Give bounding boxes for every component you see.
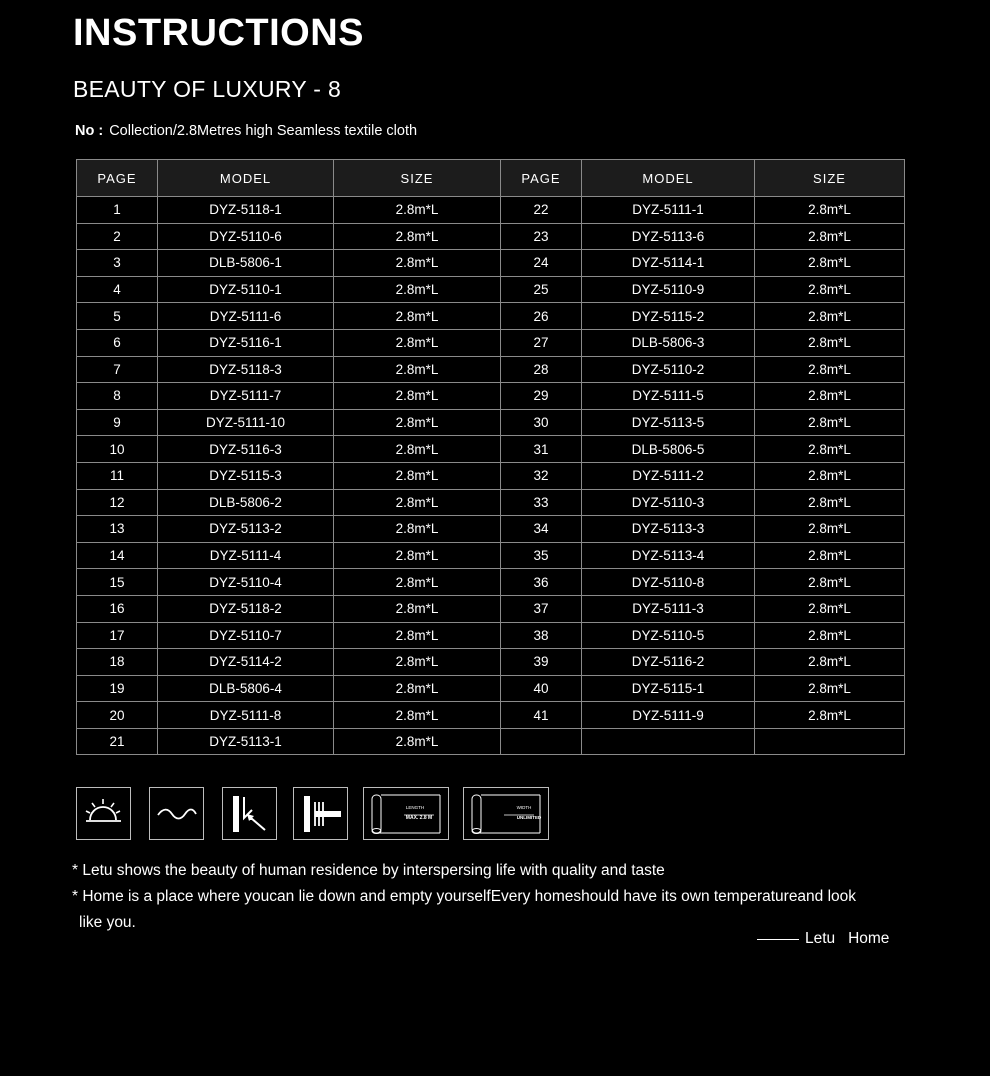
size-cell: 2.8m*L xyxy=(334,489,501,516)
size-cell: 2.8m*L xyxy=(334,276,501,303)
page-cell: 11 xyxy=(77,462,158,489)
model-cell: DLB-5806-3 xyxy=(582,329,755,356)
page-cell: 13 xyxy=(77,516,158,543)
size-cell: 2.8m*L xyxy=(334,303,501,330)
signature-text: Letu Home xyxy=(805,930,890,947)
model-cell: DYZ-5113-5 xyxy=(582,409,755,436)
signature xyxy=(757,930,889,948)
size-cell: 2.8m*L xyxy=(334,383,501,410)
page-cell: 15 xyxy=(77,569,158,596)
size-cell: 2.8m*L xyxy=(755,436,905,463)
page-cell: 17 xyxy=(77,622,158,649)
notes xyxy=(72,858,912,936)
model-cell: DYZ-5113-1 xyxy=(158,728,334,755)
width-roll-icon xyxy=(463,787,549,840)
size-cell: 2.8m*L xyxy=(334,622,501,649)
size-cell: 2.8m*L xyxy=(755,542,905,569)
paste-wall-icon xyxy=(222,787,277,840)
size-cell: 2.8m*L xyxy=(755,383,905,410)
page-title: INSTRUCTIONS xyxy=(73,12,364,54)
page-cell: 38 xyxy=(501,622,582,649)
page-cell: 24 xyxy=(501,250,582,277)
table-row xyxy=(77,223,905,250)
model-cell: DYZ-5111-8 xyxy=(158,702,334,729)
table-row xyxy=(77,516,905,543)
table-row xyxy=(77,489,905,516)
model-cell: DYZ-5118-1 xyxy=(158,197,334,224)
table-row xyxy=(77,356,905,383)
page-cell: 35 xyxy=(501,542,582,569)
model-cell: DYZ-5110-8 xyxy=(582,569,755,596)
length-label: LENGTH xyxy=(405,805,425,810)
page-cell: 21 xyxy=(77,728,158,755)
model-cell: DYZ-5110-5 xyxy=(582,622,755,649)
model-cell: DYZ-5110-9 xyxy=(582,276,755,303)
size-cell: 2.8m*L xyxy=(334,223,501,250)
size-cell: 2.8m*L xyxy=(334,702,501,729)
table-row xyxy=(77,197,905,224)
table-row xyxy=(77,383,905,410)
size-cell: 2.8m*L xyxy=(334,675,501,702)
table-row xyxy=(77,675,905,702)
page-cell: 40 xyxy=(501,675,582,702)
size-cell xyxy=(755,728,905,755)
model-cell: DYZ-5118-3 xyxy=(158,356,334,383)
table-row xyxy=(77,462,905,489)
header-page: PAGE xyxy=(77,160,158,197)
signature-dash xyxy=(757,939,799,940)
table-row xyxy=(77,329,905,356)
size-cell: 2.8m*L xyxy=(334,516,501,543)
page-cell: 32 xyxy=(501,462,582,489)
page-subtitle: BEAUTY OF LUXURY - 8 xyxy=(73,76,342,102)
model-cell xyxy=(582,728,755,755)
model-cell: DYZ-5111-3 xyxy=(582,595,755,622)
model-cell: DLB-5806-2 xyxy=(158,489,334,516)
size-cell: 2.8m*L xyxy=(755,516,905,543)
model-cell: DYZ-5111-1 xyxy=(582,197,755,224)
table-row xyxy=(77,728,905,755)
desc-text: Collection/2.8Metres high Seamless textile cloth xyxy=(109,123,418,139)
page-cell: 26 xyxy=(501,303,582,330)
page-cell: 16 xyxy=(77,595,158,622)
size-cell: 2.8m*L xyxy=(334,356,501,383)
size-cell: 2.8m*L xyxy=(755,276,905,303)
size-cell: 2.8m*L xyxy=(755,649,905,676)
page-cell: 19 xyxy=(77,675,158,702)
brush-icon xyxy=(293,787,348,840)
width-value: UNLIMITED xyxy=(516,815,542,820)
page-cell: 3 xyxy=(77,250,158,277)
size-cell: 2.8m*L xyxy=(755,462,905,489)
size-cell: 2.8m*L xyxy=(755,489,905,516)
size-cell: 2.8m*L xyxy=(334,595,501,622)
header-page-2: PAGE xyxy=(501,160,582,197)
page-cell: 30 xyxy=(501,409,582,436)
table-header-row xyxy=(77,160,905,197)
table-row xyxy=(77,250,905,277)
model-cell: DYZ-5110-4 xyxy=(158,569,334,596)
page-cell: 34 xyxy=(501,516,582,543)
size-cell: 2.8m*L xyxy=(755,223,905,250)
length-value: MAX. 2.8 M xyxy=(405,815,433,821)
page-cell: 22 xyxy=(501,197,582,224)
table-row xyxy=(77,542,905,569)
model-cell: DYZ-5118-2 xyxy=(158,595,334,622)
page-cell: 6 xyxy=(77,329,158,356)
model-cell: DYZ-5113-2 xyxy=(158,516,334,543)
page-cell xyxy=(501,728,582,755)
size-cell: 2.8m*L xyxy=(334,462,501,489)
sun-resistance-icon xyxy=(76,787,131,840)
page-cell: 5 xyxy=(77,303,158,330)
model-cell: DYZ-5111-5 xyxy=(582,383,755,410)
model-cell: DYZ-5111-2 xyxy=(582,462,755,489)
model-cell: DLB-5806-4 xyxy=(158,675,334,702)
desc-label: No : xyxy=(75,123,104,139)
header-model: MODEL xyxy=(158,160,334,197)
size-cell: 2.8m*L xyxy=(755,303,905,330)
page-cell: 12 xyxy=(77,489,158,516)
length-roll-icon xyxy=(363,787,449,840)
model-cell: DYZ-5116-1 xyxy=(158,329,334,356)
table-row xyxy=(77,436,905,463)
size-cell: 2.8m*L xyxy=(755,702,905,729)
size-cell: 2.8m*L xyxy=(755,329,905,356)
page-cell: 41 xyxy=(501,702,582,729)
size-cell: 2.8m*L xyxy=(755,197,905,224)
model-cell: DYZ-5113-6 xyxy=(582,223,755,250)
page-cell: 14 xyxy=(77,542,158,569)
model-cell: DYZ-5115-1 xyxy=(582,675,755,702)
page-cell: 29 xyxy=(501,383,582,410)
table-row xyxy=(77,649,905,676)
size-cell: 2.8m*L xyxy=(755,595,905,622)
model-cell: DYZ-5113-4 xyxy=(582,542,755,569)
table-row xyxy=(77,409,905,436)
model-cell: DYZ-5116-3 xyxy=(158,436,334,463)
model-cell: DYZ-5114-1 xyxy=(582,250,755,277)
size-cell: 2.8m*L xyxy=(755,675,905,702)
table-row xyxy=(77,303,905,330)
size-cell: 2.8m*L xyxy=(334,436,501,463)
size-cell: 2.8m*L xyxy=(755,409,905,436)
size-cell: 2.8m*L xyxy=(334,542,501,569)
page-cell: 2 xyxy=(77,223,158,250)
header-size-2: SIZE xyxy=(755,160,905,197)
width-label: WIDTH xyxy=(516,805,532,810)
model-cell: DYZ-5115-2 xyxy=(582,303,755,330)
page-cell: 4 xyxy=(77,276,158,303)
model-cell: DYZ-5110-2 xyxy=(582,356,755,383)
size-cell: 2.8m*L xyxy=(334,409,501,436)
model-cell: DYZ-5111-6 xyxy=(158,303,334,330)
model-cell: DYZ-5110-6 xyxy=(158,223,334,250)
header-model-2: MODEL xyxy=(582,160,755,197)
model-cell: DLB-5806-1 xyxy=(158,250,334,277)
model-cell: DYZ-5111-4 xyxy=(158,542,334,569)
table-row xyxy=(77,569,905,596)
page-cell: 18 xyxy=(77,649,158,676)
page-cell: 25 xyxy=(501,276,582,303)
page-cell: 20 xyxy=(77,702,158,729)
collection-description xyxy=(75,123,417,139)
page-cell: 7 xyxy=(77,356,158,383)
model-cell: DYZ-5115-3 xyxy=(158,462,334,489)
page-cell: 23 xyxy=(501,223,582,250)
page-cell: 37 xyxy=(501,595,582,622)
model-cell: DYZ-5114-2 xyxy=(158,649,334,676)
size-cell: 2.8m*L xyxy=(334,569,501,596)
model-cell: DYZ-5116-2 xyxy=(582,649,755,676)
table-row xyxy=(77,622,905,649)
size-cell: 2.8m*L xyxy=(334,649,501,676)
page-cell: 1 xyxy=(77,197,158,224)
model-cell: DYZ-5110-1 xyxy=(158,276,334,303)
header-size: SIZE xyxy=(334,160,501,197)
page-cell: 36 xyxy=(501,569,582,596)
page-cell: 31 xyxy=(501,436,582,463)
wave-washable-icon xyxy=(149,787,204,840)
model-cell: DYZ-5111-10 xyxy=(158,409,334,436)
table-row xyxy=(77,595,905,622)
model-table xyxy=(76,159,905,755)
page-cell: 8 xyxy=(77,383,158,410)
size-cell: 2.8m*L xyxy=(755,356,905,383)
note-line-3: like you. xyxy=(79,914,136,931)
size-cell: 2.8m*L xyxy=(334,197,501,224)
model-cell: DYZ-5111-9 xyxy=(582,702,755,729)
page-cell: 28 xyxy=(501,356,582,383)
note-line-1: * Letu shows the beauty of human residence by interspersing life with quality and taste xyxy=(72,862,665,879)
size-cell: 2.8m*L xyxy=(334,728,501,755)
model-cell: DYZ-5111-7 xyxy=(158,383,334,410)
page-cell: 9 xyxy=(77,409,158,436)
size-cell: 2.8m*L xyxy=(334,329,501,356)
model-cell: DYZ-5110-7 xyxy=(158,622,334,649)
size-cell: 2.8m*L xyxy=(755,250,905,277)
page-cell: 39 xyxy=(501,649,582,676)
model-cell: DLB-5806-5 xyxy=(582,436,755,463)
page-cell: 10 xyxy=(77,436,158,463)
model-cell: DYZ-5113-3 xyxy=(582,516,755,543)
page-cell: 33 xyxy=(501,489,582,516)
size-cell: 2.8m*L xyxy=(755,622,905,649)
size-cell: 2.8m*L xyxy=(334,250,501,277)
model-cell: DYZ-5110-3 xyxy=(582,489,755,516)
size-cell: 2.8m*L xyxy=(755,569,905,596)
note-line-2: * Home is a place where youcan lie down and empty yourselfEvery homeshould have its own temperatureand look xyxy=(72,888,857,905)
page-cell: 27 xyxy=(501,329,582,356)
table-row xyxy=(77,702,905,729)
table-row xyxy=(77,276,905,303)
